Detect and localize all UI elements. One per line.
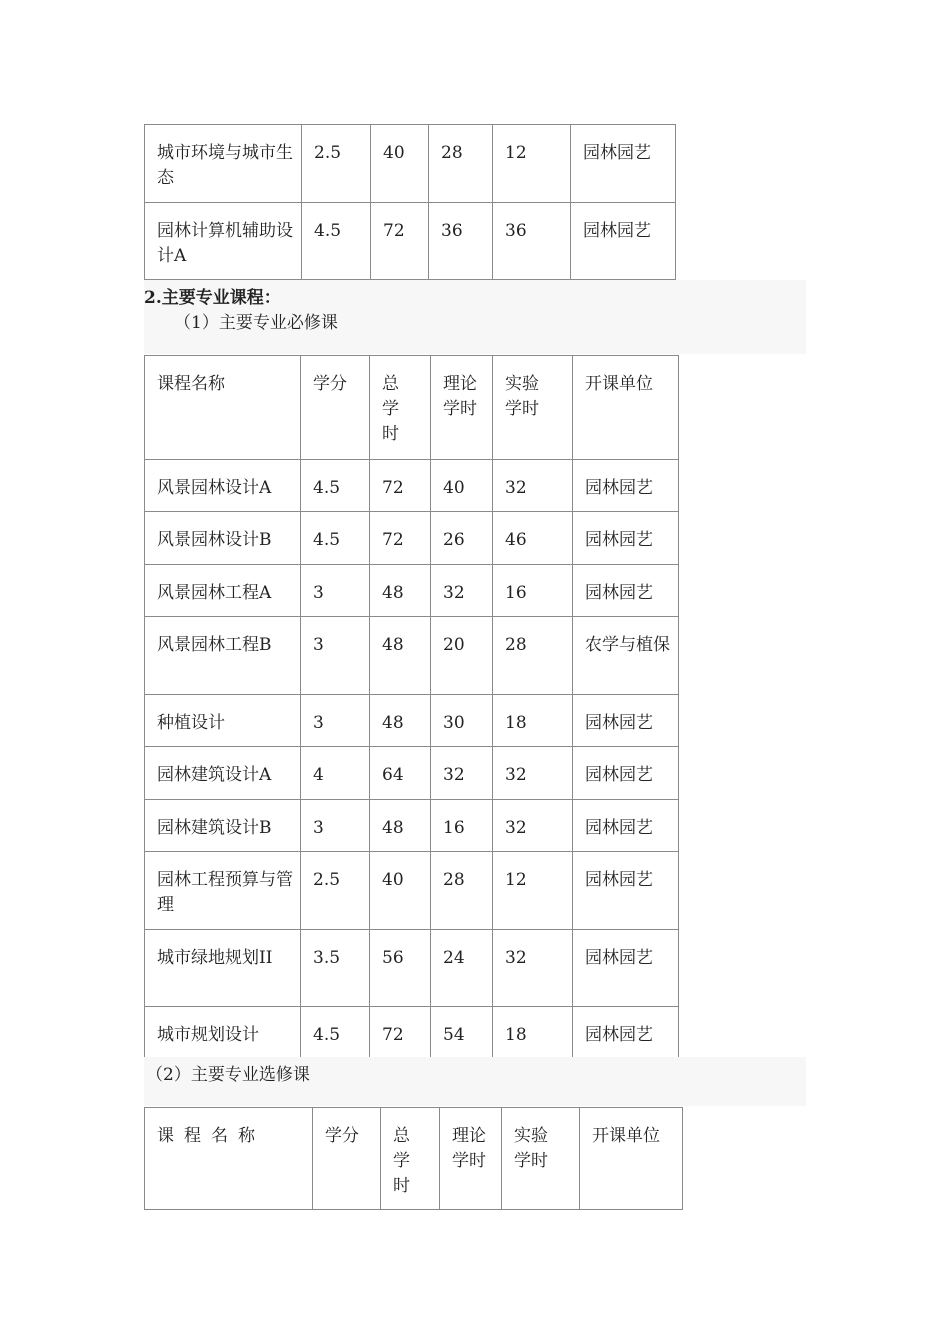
course-name-cell: 风景园林工程A xyxy=(145,565,301,617)
lab-hours-cell: 28 xyxy=(493,617,573,695)
department-cell: 园林园艺 xyxy=(571,203,676,280)
department-cell: 园林园艺 xyxy=(573,1007,679,1060)
course-name-cell: 园林工程预算与管理 xyxy=(145,852,301,930)
course-name-cell: 园林建筑设计A xyxy=(145,747,301,800)
course-name-cell: 种植设计 xyxy=(145,695,301,747)
lab-hours-cell: 12 xyxy=(493,125,571,203)
lab-hours-cell: 18 xyxy=(493,695,573,747)
header-department: 开课单位 xyxy=(580,1108,683,1210)
credit-cell: 4.5 xyxy=(301,1007,370,1060)
theory-hours-cell: 32 xyxy=(431,565,493,617)
theory-hours-cell: 40 xyxy=(431,460,493,512)
credit-cell: 4 xyxy=(301,747,370,800)
credit-cell: 3 xyxy=(301,617,370,695)
lab-hours-cell: 46 xyxy=(493,512,573,565)
table-header-row xyxy=(145,356,679,460)
course-name-cell: 园林计算机辅助设计A xyxy=(145,203,302,280)
header-theory-hours: 理论学时 xyxy=(431,356,493,460)
total-hours-cell: 48 xyxy=(370,800,431,852)
theory-hours-cell: 36 xyxy=(429,203,493,280)
course-name-cell: 园林建筑设计B xyxy=(145,800,301,852)
department-cell: 园林园艺 xyxy=(573,800,679,852)
total-hours-cell: 72 xyxy=(370,460,431,512)
header-lab-hours: 实验学时 xyxy=(493,356,573,460)
course-name-cell: 风景园林工程B xyxy=(145,617,301,695)
section-title: 2.主要专业课程： xyxy=(144,288,281,308)
theory-hours-cell: 54 xyxy=(431,1007,493,1060)
required-courses-table xyxy=(144,355,679,1060)
department-cell: 农学与植保 xyxy=(573,617,679,695)
total-hours-cell: 72 xyxy=(370,1007,431,1060)
header-theory-hours: 理论学时 xyxy=(440,1108,502,1210)
department-cell: 园林园艺 xyxy=(573,930,679,1007)
department-cell: 园林园艺 xyxy=(573,695,679,747)
table-row xyxy=(145,565,679,617)
total-hours-cell: 72 xyxy=(371,203,429,280)
total-hours-cell: 48 xyxy=(370,565,431,617)
theory-hours-cell: 16 xyxy=(431,800,493,852)
theory-hours-cell: 24 xyxy=(431,930,493,1007)
credit-cell: 2.5 xyxy=(301,852,370,930)
total-hours-cell: 40 xyxy=(371,125,429,203)
course-name-cell: 风景园林设计B xyxy=(145,512,301,565)
department-cell: 园林园艺 xyxy=(573,460,679,512)
course-name-cell: 风景园林设计A xyxy=(145,460,301,512)
table-row xyxy=(145,800,679,852)
total-hours-cell: 40 xyxy=(370,852,431,930)
table-row xyxy=(145,695,679,747)
department-cell: 园林园艺 xyxy=(573,747,679,800)
lab-hours-cell: 32 xyxy=(493,747,573,800)
course-name-cell: 城市绿地规划II xyxy=(145,930,301,1007)
credit-cell: 4.5 xyxy=(301,512,370,565)
table-row xyxy=(145,1007,679,1060)
lab-hours-cell: 18 xyxy=(493,1007,573,1060)
lab-hours-cell: 12 xyxy=(493,852,573,930)
course-name-cell: 城市规划设计 xyxy=(145,1007,301,1060)
theory-hours-cell: 32 xyxy=(431,747,493,800)
total-hours-cell: 48 xyxy=(370,617,431,695)
required-courses-title: （1）主要专业必修课 xyxy=(174,313,338,333)
lab-hours-cell: 32 xyxy=(493,460,573,512)
header-total-hours: 总学时 xyxy=(370,356,431,460)
department-cell: 园林园艺 xyxy=(573,512,679,565)
credit-cell: 4.5 xyxy=(302,203,371,280)
header-course-name: 课程名称 xyxy=(145,356,301,460)
table-row xyxy=(145,930,679,1007)
total-hours-cell: 48 xyxy=(370,695,431,747)
course-name-cell: 城市环境与城市生态 xyxy=(145,125,302,203)
credit-cell: 4.5 xyxy=(301,460,370,512)
elective-courses-title: （2）主要专业选修课 xyxy=(146,1065,310,1085)
elective-courses-table xyxy=(144,1107,683,1210)
lab-hours-cell: 16 xyxy=(493,565,573,617)
table-header-row xyxy=(145,1108,683,1210)
table-row xyxy=(145,617,679,695)
table-row xyxy=(145,460,679,512)
total-hours-cell: 64 xyxy=(370,747,431,800)
table-row xyxy=(145,125,676,203)
credit-cell: 3 xyxy=(301,565,370,617)
table-row xyxy=(145,512,679,565)
theory-hours-cell: 30 xyxy=(431,695,493,747)
course-table-continued xyxy=(144,124,676,280)
total-hours-cell: 72 xyxy=(370,512,431,565)
theory-hours-cell: 20 xyxy=(431,617,493,695)
department-cell: 园林园艺 xyxy=(571,125,676,203)
credit-cell: 3 xyxy=(301,695,370,747)
credit-cell: 3 xyxy=(301,800,370,852)
table-row xyxy=(145,747,679,800)
department-cell: 园林园艺 xyxy=(573,565,679,617)
theory-hours-cell: 28 xyxy=(431,852,493,930)
table-row xyxy=(145,852,679,930)
table-row xyxy=(145,203,676,280)
header-credit: 学分 xyxy=(301,356,370,460)
lab-hours-cell: 36 xyxy=(493,203,571,280)
header-total-hours: 总学时 xyxy=(381,1108,440,1210)
total-hours-cell: 56 xyxy=(370,930,431,1007)
lab-hours-cell: 32 xyxy=(493,930,573,1007)
header-course-name: 课程名称 xyxy=(145,1108,313,1210)
credit-cell: 3.5 xyxy=(301,930,370,1007)
header-lab-hours: 实验学时 xyxy=(502,1108,580,1210)
department-cell: 园林园艺 xyxy=(573,852,679,930)
header-credit: 学分 xyxy=(313,1108,381,1210)
lab-hours-cell: 32 xyxy=(493,800,573,852)
theory-hours-cell: 26 xyxy=(431,512,493,565)
theory-hours-cell: 28 xyxy=(429,125,493,203)
credit-cell: 2.5 xyxy=(302,125,371,203)
header-department: 开课单位 xyxy=(573,356,679,460)
